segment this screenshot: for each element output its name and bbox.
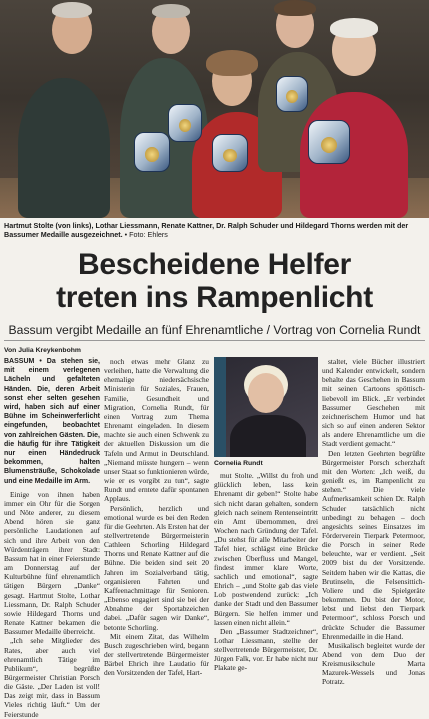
- medal-case: [212, 134, 248, 172]
- microphone-stand: [214, 357, 226, 457]
- headline-line-2: treten ins Rampenlicht: [56, 281, 373, 314]
- paragraph: mut Stolte. „Willst du froh und glücklich leben, lass kein Ehrenamt dir geben!“ Stolte habe sich nicht daran gehalten, sondern gleich nach seinem Rentenseintritt ein Amt übernommen, drei Wochen nach Gründung der Tafel. „Du stehst für alle Mitarbeiter der Tafel hier, schlägst eine Brücke zwischen Überfluss und Mangel, findest immer klare Worte, sachlich und emotional“, sagte Ehrich – „und Stolte gab das viele Lob postwendend zurück: „Ich danke der Stadt und den Bassumer Bürgern. Sie helfen immer und lassen einen nicht allein.“: [214, 471, 318, 627]
- headline: [0, 248, 429, 314]
- photo-caption-names: Hartmut Stolte (von links), Lothar Liessmann, Renate Kattner, Dr. Ralph Schuder und Hildegard Thorns werden mit der Bassumer Medaille ausgezeichnet.: [4, 221, 409, 239]
- article-column-4: [322, 357, 425, 687]
- paragraph: staltet, viele Bücher illustriert und Kalender entwickelt, sondern behalte das Geschehen in Bassum mit seinen Cartoons spöttisch-liebevoll im Blick. „Er verbindet Bassumer Geschehen mit zeichnerischem Humor und hat sich so auf einen anderen Sektor als andere Ehrenamtliche um die Stadt verdient gemacht.“: [322, 357, 425, 449]
- paragraph: Den letzten Geehrten begrüßte Bürgermeister Porsch scherzhaft mit den Worten: „Ich weiß, du genießt es, im Rampenlicht zu stehen.“ Die viele Aufmerksamkeit schien Dr. Ralph Schuder tatsächlich nicht unbedingt zu behagen – doch angesichts seines Einsatzes im Förderverein Tierpark Petermoor, die Porsch in seiner Rede beleuchte, war er verdient. „Seit 2009 bist du der Vorsitzende. Seitdem haben wir die Kattas, die Brutinseln, die Felsensittich-Voliere und die Spielgeräte bekommen. Du bist der Motor, lebst und liebst den Tierpark Petermoor“, schloss Porsch und drückte Schuder die Bassumer Ehrenmedaille in die Hand.: [322, 448, 425, 641]
- award-photo: [0, 0, 429, 218]
- byline: Von Julia Kreykenbohm: [4, 347, 81, 354]
- paragraph: „Ich sehe Mitglieder des Rates, aber auch viel ehrenamtlich Tätige im Publikum“, begrüßte Bürgermeister Christian Porsch die Gäste. „Der Laden ist voll! Das zeigt mir, dass in Bassum Vieles richtig läuft.“ Um der Feierstunde: [4, 636, 100, 719]
- paragraph: Mit einem Zitat, das Wilhelm Busch zugeschrieben wird, begann der stellvertretende Bürgermeister Bärbel Ehrich ihre Laudatio für den Vorsitzenden der Tafel, Hart-: [104, 631, 209, 678]
- medal-case: [308, 120, 350, 164]
- person-hartmut-stolte: [18, 78, 110, 218]
- person-hair: [274, 0, 316, 16]
- speaker-body: [230, 415, 306, 457]
- medal-case: [134, 132, 170, 172]
- paragraph: Den „Bassumer Stadtzeichner“, Lothar Liessmann, stellte der stellvertretende Bürgermeister, Dr. Jürgen Falk, vor. Er habe nicht nur Plakate ge-: [214, 626, 318, 673]
- subheadline: Bassum vergibt Medaille an fünf Ehrenamtliche / Vortrag von Cornelia Rundt: [8, 323, 421, 337]
- speaker-face: [248, 373, 284, 413]
- divider: [4, 340, 425, 341]
- lead-paragraph: BASSUM • Da stehen sie, mit einem verlegenen Lächeln und gefalteten Händen. Die, deren Arbeit sonst eher selten gesehen wird, haben sich auf einer Bühne im Scheinwerferlicht eingefunden, beobachtet von zahlreichen Gästen. Die, die häufig für ihre Tätigkeit nur einen Händedruck bekommen, halten Blumensträuße, Schokolade und eine Medaille im Arm.: [4, 358, 100, 485]
- article-lead: [4, 357, 100, 486]
- photo-caption: [4, 221, 425, 239]
- speaker-photo-caption: Cornelia Rundt: [214, 460, 263, 467]
- paragraph: Persönlich, herzlich und emotional wurde es bei den Reden für die Geehrten. Als Ersten hat der stellvertretende Bürgermeisterin Cathleen Schorling Hildegard Thorns und Renate Kattner auf die Bühne. Die beiden sind seit 20 Jahren im Sozialverband tätig, organisieren Fahrten und Kaffeenachmittage für Senioren. „Ebenso engagiert sind sie bei der Abnahme der Sportabzeichen dabei. „Dafür sagen wir Danke“, betonte Schorling.: [104, 503, 209, 632]
- person-hair: [152, 4, 190, 18]
- paragraph: Musikalisch begleitet wurde der Abend von dem Duo der Kreismusikschule Marta Mazurek-Wessels und Jonas Potratz.: [322, 640, 425, 687]
- photo-credit: • Foto: Ehlers: [124, 230, 168, 239]
- article-column-1: [4, 357, 100, 719]
- person-hair: [206, 50, 258, 76]
- article-column-2: [104, 357, 209, 677]
- article-column-3: [214, 357, 318, 673]
- paragraph: Einige von ihnen haben immer ein Ohr für die Sorgen und Nöte anderer, zu diesem Abend hören sie ganz persönliche Laudationen auf sich und ihre Arbeit von den Würdenträgern ihrer Stadt: Bassum hat in einer Feierstunde am Donnerstag auf der Kulturbühne fünf ehrenamtlich tätigen Bürgern „Danke“ gesagt. Hartmut Stolte, Lothar Liessmann, Dr. Ralph Schuder sowie Hildegard Thorns und Renate Kattner bekamen die Bassumer Medaille überreicht.: [4, 489, 100, 637]
- person-hair: [52, 2, 92, 18]
- headline-line-1: Bescheidene Helfer: [77, 248, 352, 281]
- medal-case: [168, 104, 202, 142]
- speaker-photo: [214, 357, 318, 457]
- paragraph: noch etwas mehr Glanz zu verleihen, hatte die Verwaltung die ehemalige niedersächsische Ministerin für Soziales, Frauen, Familie, Gesundheit und Migration, Cornelia Rundt, für einen Vortrag zum Thema Ehrenamt eingeladen. In diesem machte sie auch einen Schwenk zu der aktuellen Diskussion um die Tafeln und Armut in Deutschland. „Niemand müsste hungern – wenn unser Staat so funktionieren würde, wie er es vorgibt zu tun“, sagte Rundt und erntete dafür spontanen Applaus.: [104, 357, 209, 504]
- medal-case: [276, 76, 308, 112]
- person-hair: [330, 18, 378, 38]
